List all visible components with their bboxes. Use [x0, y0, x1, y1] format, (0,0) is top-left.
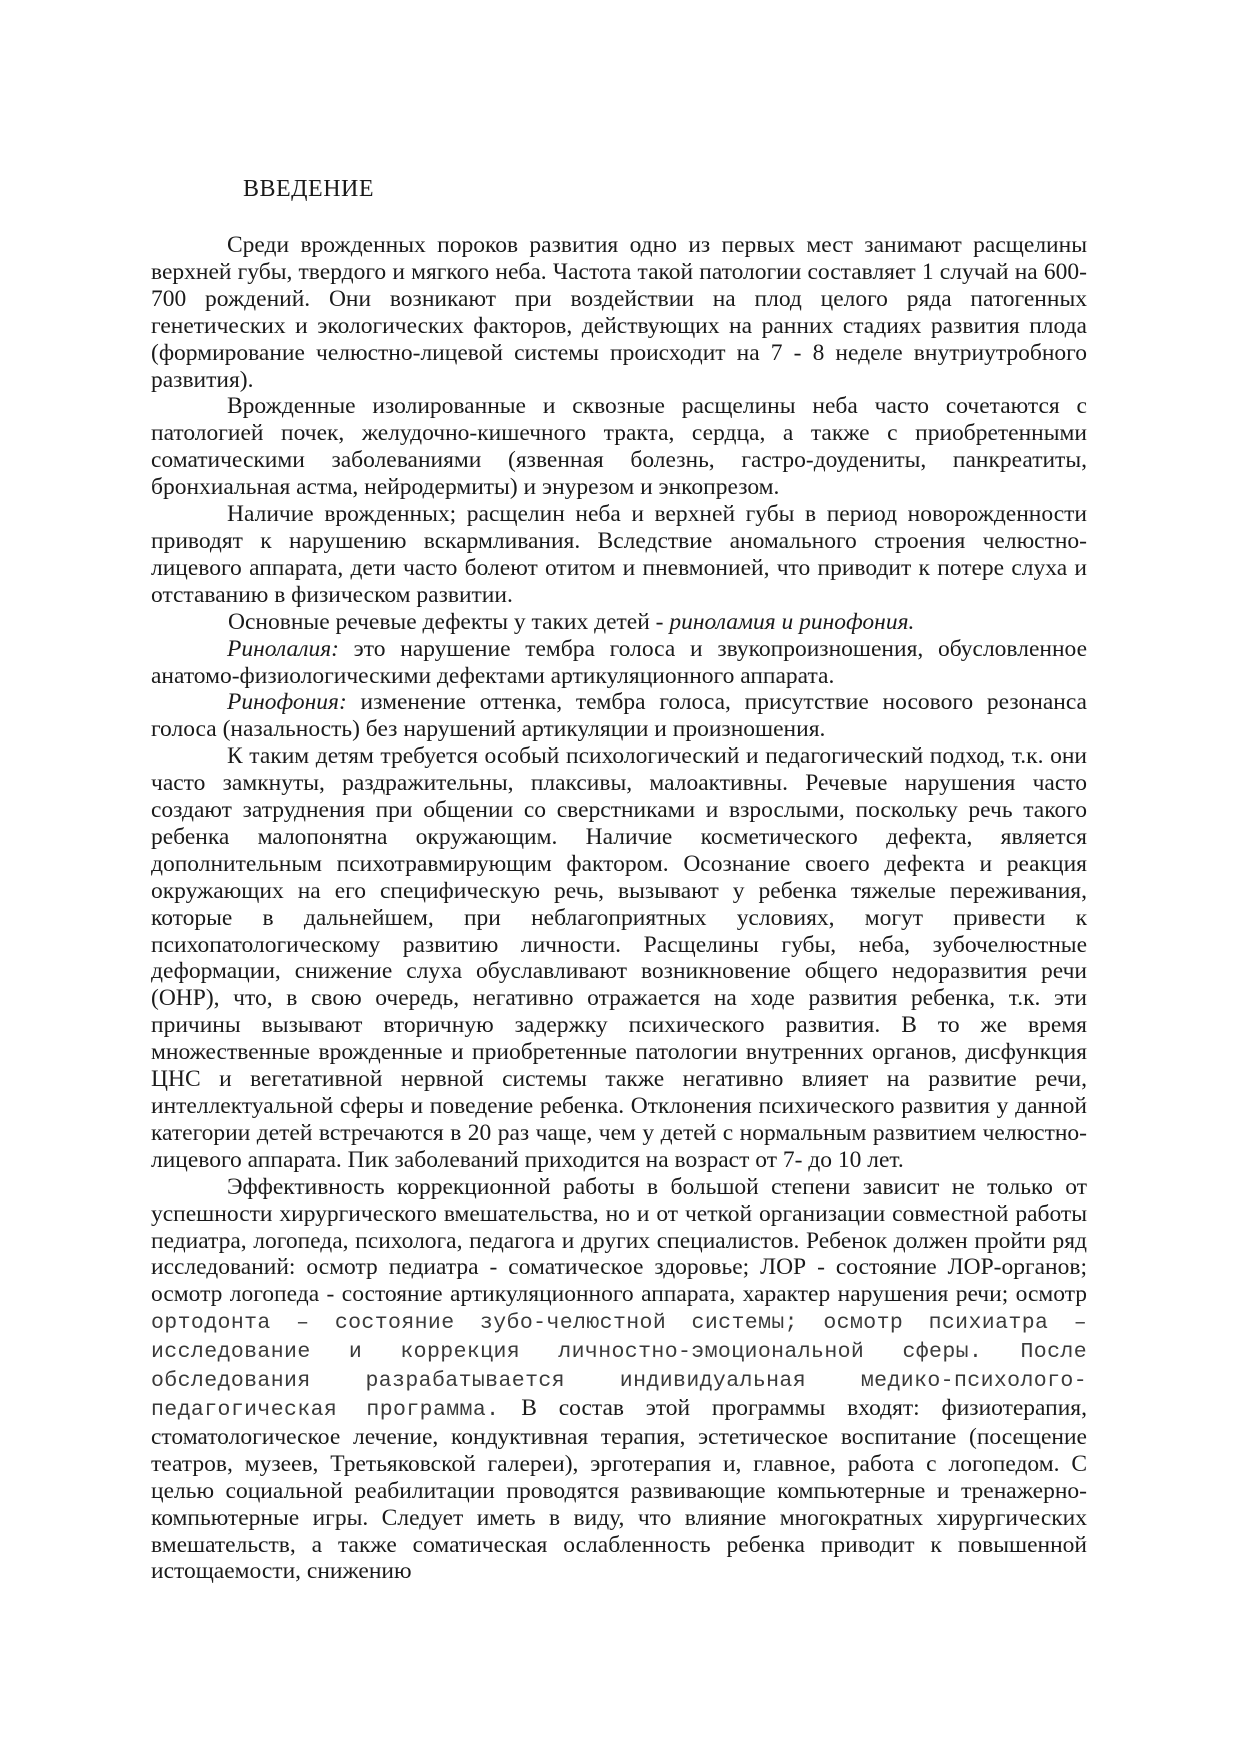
- paragraph-2: Врожденные изолированные и сквозные расщелины неба часто сочетаются с патологией почек, желудочно-кишечного тракта, сердца, а также с приобретенными соматическими заболеваниями (язвенная болезнь, гастро-доудениты, панкреатиты, бронхиальная астма, нейродермиты) и энурезом и энкопрезом.: [151, 393, 1087, 501]
- paragraph-5: [151, 636, 1087, 690]
- paragraph-6: [151, 689, 1087, 743]
- page-title: ВВЕДЕНИЕ: [243, 176, 375, 202]
- paragraph-8-mono-segment: ортодонта – состояние зубо-челюстной системы; осмотр психиатра – исследование и коррекция личностно-эмоциональной сферы. После обследования разрабатывается индивидуальная медико-психолого-педагогическая программа.: [151, 1311, 1087, 1422]
- paragraph-7: К таким детям требуется особый психологический и педагогический подход, т.к. они часто замкнуты, раздражительны, плаксивы, малоактивны. Речевые нарушения часто создают затруднения при общении со сверстниками и взрослыми, поскольку речь такого ребенка малопонятна окружающим. Наличие косметического дефекта, является дополнительным психотравмирующим фактором. Осознание своего дефекта и реакция окружающих на его специфическую речь, вызывают у ребенка тяжелые переживания, которые в дальнейшем, при неблагоприятных условиях, могут привести к психопатологическому развитию личности. Расщелины губы, неба, зубочелюстные деформации, снижение слуха обуславливают возникновение общего недоразвития речи (ОНР), что, в свою очередь, негативно отражается на ходе развития ребенка, т.к. эти причины вызывают вторичную задержку психического развития. В то же время множественные врожденные и приобретенные патологии внутренних органов, дисфункция ЦНС и вегетативной нервной системы также негативно влияет на развитие речи, интеллектуальной сферы и поведение ребенка. Отклонения психического развития у данной категории детей встречаются в 20 раз чаще, чем у детей с нормальным развитием челюстно-лицевого аппарата. Пик заболеваний приходится на возраст от 7- до 10 лет.: [151, 743, 1087, 1173]
- document-body: [151, 232, 1087, 1585]
- term-rinolaliya: Ринолалия:: [227, 635, 339, 662]
- paragraph-1: Среди врожденных пороков развития одно из первых мест занимают расщелины верхней губы, твердого и мягкого неба. Частота такой патологии составляет 1 случай на 600-700 рождений. Они возникают при воздействии на плод целого ряда патогенных генетических и экологических факторов, действующих на ранних стадиях развития плода (формирование челюстно-лицевой системы происходит на 7 - 8 неделе внутриутробного развития).: [151, 232, 1087, 393]
- term-rinofoniya: Ринофония:: [227, 689, 347, 716]
- paragraph-8: [151, 1174, 1087, 1586]
- definition-rinolaliya: это нарушение тембра голоса и звукопроизношения, обусловленное анатомо-физиологическими дефектами артикуляционного аппарата.: [151, 635, 1087, 689]
- paragraph-8-part-2: В состав этой программы входят: физиотерапия, стоматологическое лечение, кондуктивная терапия, эстетическое воспитание (посещение театров, музеев, Третьяковской галереи), эрготерапия и, главное, работа с логопедом. С целью социальной реабилитации проводятся развивающие компьютерные и тренажерно-компьютерные игры. Следует иметь в виду, что влияние многократных хирургических вмешательств, а также соматическая ослабленность ребенка приводит к повышенной истощаемости, снижению: [151, 1394, 1087, 1585]
- paragraph-4-lead: Основные речевые дефекты у таких детей -: [228, 608, 670, 635]
- paragraph-3: Наличие врожденных; расщелин неба и верхней губы в период новорожденности приводят к нарушению вскармливания. Вследствие аномального строения челюстно-лицевого аппарата, дети часто болеют отитом и пневмонией, что приводит к потере слуха и отставанию в физическом развитии.: [151, 501, 1087, 608]
- definition-rinofoniya: изменение оттенка, тембра голоса, присутствие носового резонанса голоса (назальность) без нарушений артикуляции и произношения.: [151, 689, 1087, 743]
- paragraph-4-terms: риноламия и ринофония.: [669, 608, 915, 635]
- paragraph-8-part-1: Эффективность коррекционной работы в большой степени зависит не только от успешности хирургического вмешательства, но и от четкой организации совместной работы педиатра, логопеда, психолога, педагога и других специалистов. Ребенок должен пройти ряд исследований: осмотр педиатра - соматическое здоровье; ЛОР - состояние ЛОР-органов; осмотр логопеда - состояние артикуляционного аппарата, характер нарушения речи; осмотр: [151, 1173, 1087, 1308]
- paragraph-4: [151, 609, 1087, 636]
